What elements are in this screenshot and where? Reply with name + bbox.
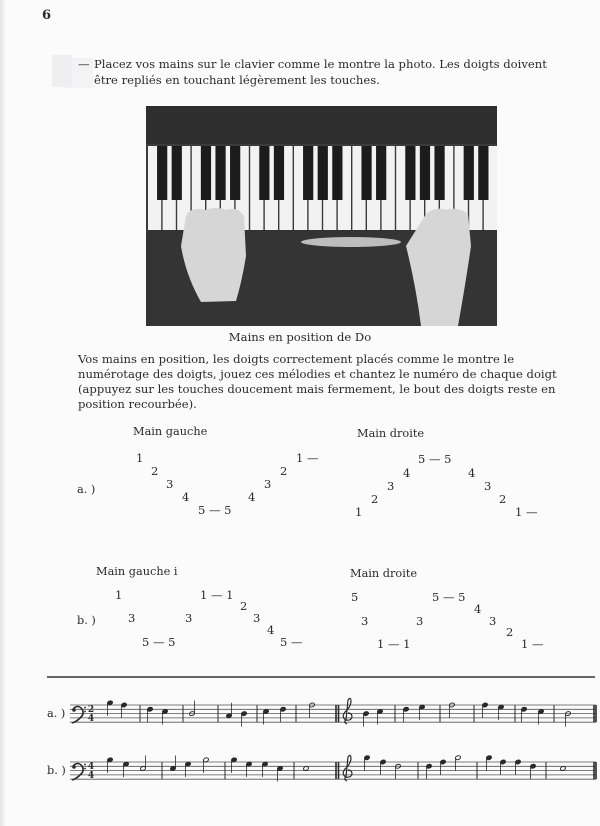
bass-clef-dot [84, 711, 86, 713]
finger-number: 3 [253, 611, 261, 625]
finger-number: 1 [355, 505, 363, 519]
finger-number: 3 [361, 614, 369, 628]
staff-label-a: a. ) [47, 707, 66, 720]
time-signature-bottom-b: 4 [87, 771, 95, 781]
finger-number: 3 [264, 477, 272, 491]
instructions-paragraph: Vos mains en position, les doigts correctement placés comme le montre le numérotage des doigts, jouez ces mélodies et chantez le numéro de chaque doigt (appuyez sur les touches doucement mais fermement, le bout des doigts reste en position recourbée). [78, 352, 557, 411]
finger-number: 2 [151, 464, 159, 478]
finger-number: 5 — 5 [198, 503, 232, 517]
photo-caption: Mains en position de Do [228, 330, 372, 344]
bass-clef-dot [84, 707, 86, 709]
finger-number: 3 [128, 611, 136, 625]
right-hand-title-b: Main droite [350, 567, 418, 580]
finger-number: 5 — [280, 635, 303, 649]
right-hand-title-a: Main droite [357, 427, 425, 440]
finger-number: 1 — [515, 505, 538, 519]
finger-number: 5 — 5 [418, 452, 452, 466]
finger-number: 3 [484, 479, 492, 493]
treble-clef-icon [343, 698, 352, 724]
bass-clef-dot [72, 765, 76, 769]
finger-number: 1 — 1 [377, 637, 411, 651]
bass-clef-dot [72, 708, 76, 712]
finger-number: 4 [474, 602, 482, 616]
finger-number: 5 — 5 [432, 590, 466, 604]
bullet-dash: — [78, 57, 90, 71]
left-hand-title-a: Main gauche [133, 425, 208, 438]
staff-label-b: b. ) [47, 764, 66, 777]
finger-number: 3 [489, 614, 497, 628]
finger-number: 2 [280, 464, 288, 478]
exercise-label-a: a. ) [77, 483, 96, 496]
finger-number: 1 — [521, 637, 544, 651]
finger-number: 3 [185, 611, 193, 625]
time-signature-bottom-a: 4 [87, 714, 95, 724]
finger-number: 4 [248, 490, 256, 504]
finger-number: 4 [468, 466, 476, 480]
staff-b [70, 755, 596, 781]
finger-number: 5 — 5 [142, 635, 176, 649]
finger-number: 3 [387, 479, 395, 493]
finger-number: 3 [416, 614, 424, 628]
time-signature-top-b: 4 [87, 762, 95, 772]
left-hand-title-b: Main gauche i [96, 565, 178, 578]
page-number: 6 [42, 8, 52, 23]
staff-a [70, 698, 596, 726]
finger-number: 2 [371, 492, 379, 506]
finger-number: 2 [240, 599, 248, 613]
finger-number: 1 — [296, 451, 319, 465]
bass-clef-dot [84, 768, 86, 770]
exercise-label-b: b. ) [77, 614, 96, 627]
time-signature-top-a: 2 [87, 705, 95, 715]
finger-number: 3 [166, 477, 174, 491]
finger-number: 4 [182, 490, 190, 504]
finger-number: 4 [403, 466, 411, 480]
finger-number: 1 [136, 451, 144, 465]
finger-number: 2 [506, 625, 514, 639]
treble-clef-icon [343, 755, 352, 781]
finger-number: 1 — 1 [200, 588, 234, 602]
finger-number: 5 [351, 590, 359, 604]
intro-text: Placez vos mains sur le clavier comme le montre la photo. Les doigts doivent être repliés en touchant légèrement les touches. [94, 57, 547, 87]
bass-clef-dot [84, 764, 86, 766]
finger-number: 1 [115, 588, 123, 602]
finger-number: 4 [267, 623, 275, 637]
finger-number: 2 [499, 492, 507, 506]
